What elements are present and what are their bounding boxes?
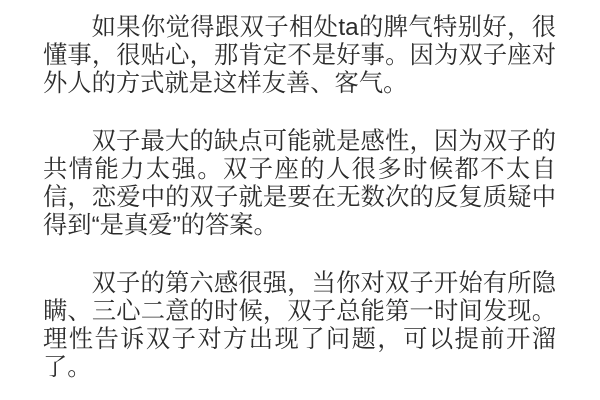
paragraph-2: 双子最大的缺点可能就是感性，因为双子的共情能力太强。双子座的人很多时候都不太自信，恋爱中的双子就是要在无数次的反复质疑中得到“是真爱”的答案。 <box>43 128 556 239</box>
paragraph-3: 双子的第六感很强，当你对双子开始有所隐瞒、三心二意的时候，双子总能第一时间发现。理性告诉双子对方出现了问题，可以提前开溜了。 <box>43 270 556 381</box>
paragraph-1: 如果你觉得跟双子相处ta的脾气特别好，很懂事，很贴心，那肯定不是好事。因为双子座对外人的方式就是这样友善、客气。 <box>43 14 556 97</box>
